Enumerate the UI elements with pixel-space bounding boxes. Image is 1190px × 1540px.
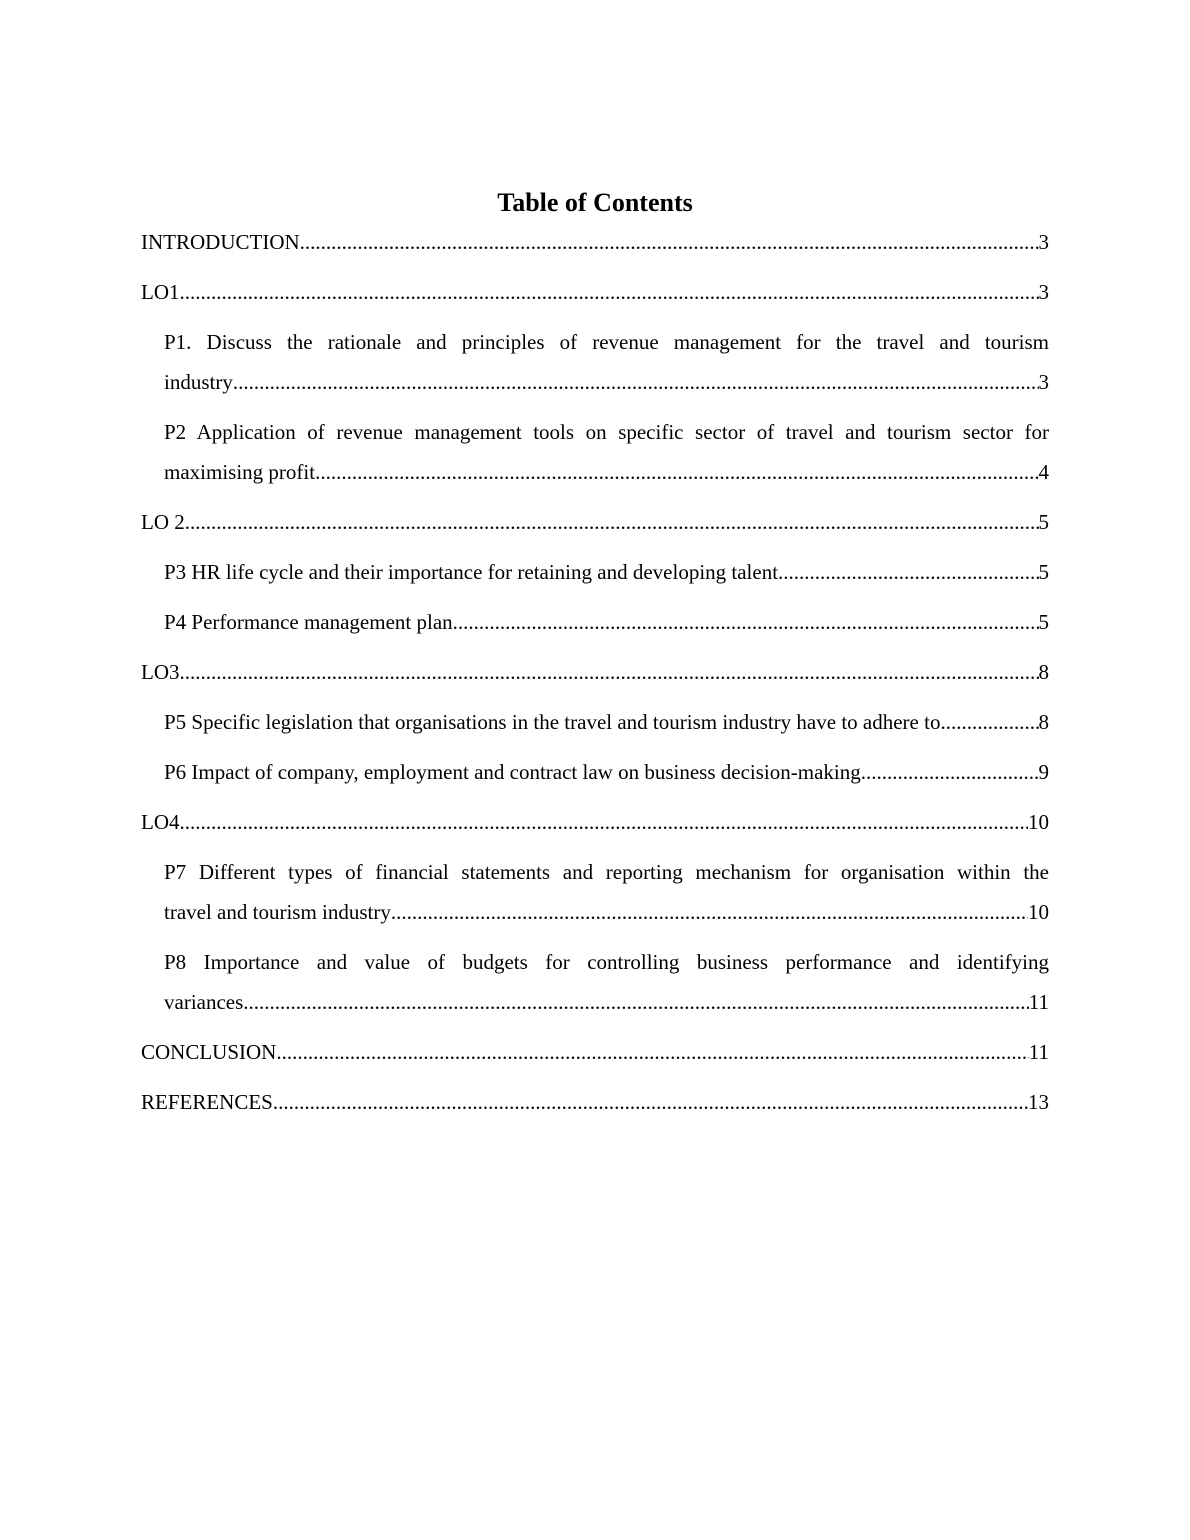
toc-title: Table of Contents [497, 188, 693, 217]
toc-entry-line [141, 1032, 1049, 1072]
toc-entry-label: variances [164, 990, 244, 1014]
dot-leader [180, 272, 1039, 312]
toc-page-number: 11 [1028, 990, 1049, 1014]
toc-entry-p8[interactable] [164, 942, 1049, 1022]
toc-page-number: 3 [1038, 370, 1049, 394]
toc-entry-references[interactable] [141, 1082, 1049, 1122]
toc-entry-line [164, 552, 1049, 592]
toc-page-number: 5 [1038, 510, 1049, 534]
toc-page-number: 10 [1028, 810, 1049, 834]
toc-entry-lo4[interactable] [141, 802, 1049, 842]
toc-entry-label: P3 HR life cycle and their importance for retaining and developing talent [164, 560, 779, 584]
toc-entry-text: P7 Different types of financial statements and reporting mechanism for organisation within the [164, 860, 1049, 884]
toc-entry-line [141, 502, 1049, 542]
toc-entry-line [164, 452, 1049, 492]
toc-entry-line [164, 362, 1049, 402]
toc-entry-line [164, 752, 1049, 792]
toc-entry-label: P5 Specific legislation that organisations in the travel and tourism industry have to adhere to. [164, 710, 946, 734]
toc-entry-line [141, 652, 1049, 692]
toc-entry-lo2[interactable] [141, 502, 1049, 542]
toc-entry-line [164, 982, 1049, 1022]
toc-entry-line [141, 1082, 1049, 1122]
toc-entry-p5[interactable] [164, 702, 1049, 742]
toc-entry-line [141, 272, 1049, 312]
toc-page-number: 3 [1038, 230, 1049, 254]
toc-entry-line [164, 602, 1049, 642]
toc-page-number: 9 [1038, 760, 1049, 784]
toc-page-number: 11 [1028, 1040, 1049, 1064]
toc-entry-label: travel and tourism industry [164, 900, 391, 924]
toc-entry-line [141, 222, 1049, 262]
toc-entry-p1[interactable] [164, 322, 1049, 402]
toc-list [141, 222, 1049, 1132]
toc-entry-lo1[interactable] [141, 272, 1049, 312]
toc-entry-label: LO1 [141, 280, 180, 304]
dot-leader [185, 502, 1039, 542]
toc-entry-label: industry [164, 370, 233, 394]
dot-leader [315, 452, 1038, 492]
toc-entry-label: maximising profit [164, 460, 316, 484]
toc-entry-label: P4 Performance management plan [164, 610, 453, 634]
dot-leader [861, 752, 1039, 792]
toc-entry-label: LO 2 [141, 510, 185, 534]
toc-entry-introduction[interactable] [141, 222, 1049, 262]
toc-entry-line [164, 892, 1049, 932]
toc-entry-text: P1. Discuss the rationale and principles of revenue management for the travel and tourism [164, 330, 1049, 354]
toc-page-number: 3 [1038, 280, 1049, 304]
toc-page-number: 5 [1038, 560, 1049, 584]
dot-leader [243, 982, 1028, 1022]
dot-leader [180, 802, 1029, 842]
dot-leader [276, 1032, 1028, 1072]
toc-entry-p7[interactable] [164, 852, 1049, 932]
dot-leader [391, 892, 1028, 932]
toc-page-number: 13 [1028, 1090, 1049, 1114]
toc-page-number: 8 [1038, 710, 1049, 734]
toc-entry-line [141, 802, 1049, 842]
dot-leader [233, 362, 1039, 402]
toc-entry-label: LO4 [141, 810, 180, 834]
toc-page-number: 10 [1028, 900, 1049, 924]
toc-entry-label: LO3 [141, 660, 180, 684]
dot-leader [946, 702, 1039, 742]
toc-entry-label: P6 Impact of company, employment and contract law on business decision-making [164, 760, 861, 784]
toc-entry-p6[interactable] [164, 752, 1049, 792]
toc-page-number: 5 [1038, 610, 1049, 634]
toc-page-number: 8 [1038, 660, 1049, 684]
dot-leader [273, 1082, 1028, 1122]
toc-entry-lo3[interactable] [141, 652, 1049, 692]
toc-entry-text: P2 Application of revenue management tools on specific sector of travel and tourism sector for [164, 420, 1049, 444]
toc-entry-label: CONCLUSION [141, 1040, 277, 1064]
toc-page-number: 4 [1038, 460, 1049, 484]
toc-entry-label: REFERENCES [141, 1090, 273, 1114]
toc-entry-label: INTRODUCTION [141, 230, 300, 254]
toc-entry-p3[interactable] [164, 552, 1049, 592]
toc-entry-line [164, 702, 1049, 742]
dot-leader [300, 222, 1039, 262]
toc-entry-text: P8 Importance and value of budgets for controlling business performance and identifying [164, 950, 1049, 974]
dot-leader [180, 652, 1039, 692]
toc-entry-p2[interactable] [164, 412, 1049, 492]
toc-entry-p4[interactable] [164, 602, 1049, 642]
dot-leader [453, 602, 1039, 642]
dot-leader [778, 552, 1038, 592]
toc-entry-conclusion[interactable] [141, 1032, 1049, 1072]
